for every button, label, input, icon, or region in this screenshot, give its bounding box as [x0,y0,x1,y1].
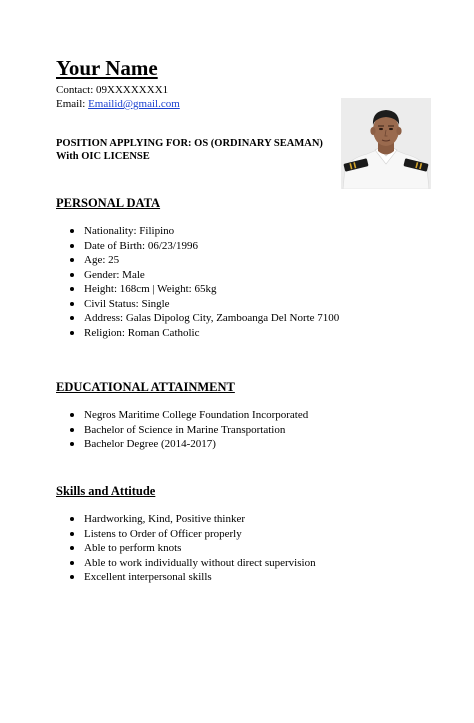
list-item [84,527,454,542]
bullet-icon [70,442,74,446]
education-list [84,408,454,452]
bullet-icon [70,532,74,536]
bullet-icon [70,229,74,233]
list-item [84,253,454,268]
degree-course: Bachelor of Science in Marine Transportation [84,423,286,436]
bullet-icon [70,517,74,521]
bullet-icon [70,561,74,565]
age: Age: 25 [84,254,120,266]
skills-list [84,512,454,585]
bullet-icon [70,287,74,291]
personal-data-heading: PERSONAL DATA [56,196,161,210]
school-name: Negros Maritime College Foundation Incorporated [84,409,309,421]
list-item [84,268,454,283]
education-heading: EDUCATIONAL ATTAINMENT [56,380,235,394]
list-item [84,239,454,254]
list-item [84,570,454,585]
position-applying [56,137,341,163]
address: Address: Galas Dipolog City, Zamboanga Del Norte 7100 [84,312,340,324]
bullet-icon [70,302,74,306]
contact-line [56,83,168,97]
list-item [84,512,454,527]
bullet-icon [70,413,74,417]
position-license: With OIC LICENSE [56,151,150,162]
date-of-birth: Date of Birth: 06/23/1996 [84,239,198,252]
email-line [56,97,180,111]
bullet-icon [70,575,74,579]
contact-number: 09XXXXXXX1 [96,84,169,96]
list-item [84,326,454,341]
bullet-icon [70,331,74,335]
resume-name: Your Name [56,56,158,80]
list-item [84,408,454,423]
list-item [84,423,454,438]
position-title: POSITION APPLYING FOR: OS (ORDINARY SEAMAN) [56,138,323,149]
contact-label: Contact: [56,84,97,96]
email-link[interactable]: Emailid@gmail.com [88,98,180,110]
nationality: Nationality: Filipino [84,225,175,237]
civil-status: Civil Status: Single [84,297,170,310]
bullet-icon [70,258,74,262]
bullet-icon [70,273,74,277]
skill-item: Able to perform knots [84,542,182,554]
degree-years: Bachelor Degree (2014-2017) [84,438,216,450]
list-item [84,311,454,326]
email-label: Email: [56,98,89,110]
bullet-icon [70,428,74,432]
list-item [84,437,454,452]
skill-item: Excellent interpersonal skills [84,571,212,583]
religion: Religion: Roman Catholic [84,326,200,339]
skill-item: Hardworking, Kind, Positive thinker [84,513,246,525]
list-item [84,556,454,571]
profile-photo [341,98,431,189]
person-photo-icon [341,98,431,189]
height-weight: Height: 168cm | Weight: 65kg [84,283,217,295]
skill-item: Listens to Order of Officer properly [84,527,242,540]
list-item [84,541,454,556]
personal-data-list [84,224,454,340]
bullet-icon [70,316,74,320]
list-item [84,297,454,312]
bullet-icon [70,244,74,248]
bullet-icon [70,546,74,550]
skills-heading: Skills and Attitude [56,484,156,498]
skill-item: Able to work individually without direct supervision [84,556,316,569]
list-item [84,224,454,239]
list-item [84,282,454,297]
gender: Gender: Male [84,268,145,281]
